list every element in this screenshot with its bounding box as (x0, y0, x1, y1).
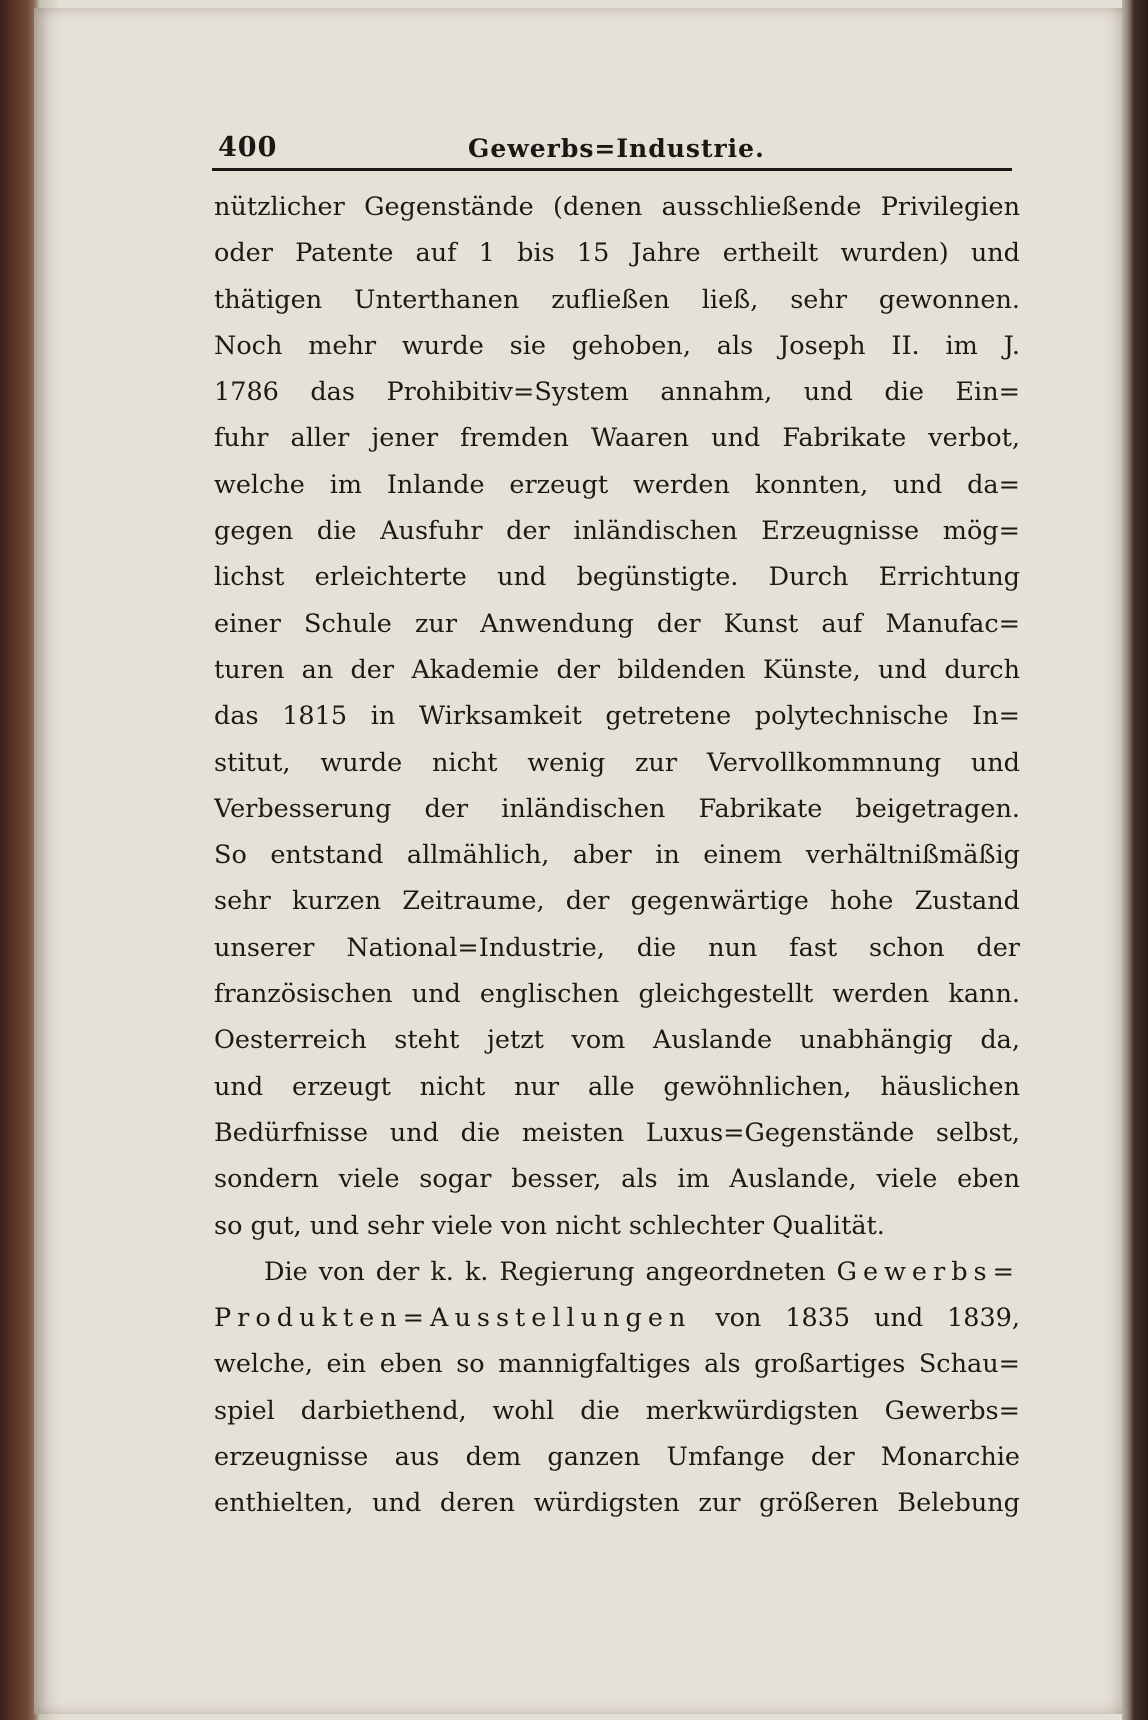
text-line: 1786 das Prohibitiv=System annahm, und die Ein= (214, 377, 1020, 408)
text-line: Verbesserung der inländischen Fabrikate beigetragen. (214, 793, 1020, 824)
text-line: oder Patente auf 1 bis 15 Jahre ertheilt wurden) und (214, 238, 1020, 269)
page-number: 400 (218, 132, 278, 163)
text-line: sondern viele sogar besser, als im Auslande, viele eben (214, 1164, 1020, 1195)
text-line: spiel darbiethend, wohl die merkwürdigsten Gewerbs= (214, 1395, 1020, 1426)
text-segment: von 1835 und 1839, (691, 1303, 1020, 1334)
text-line: fuhr aller jener fremden Waaren und Fabrikate verbot, (214, 423, 1020, 454)
text-line: unserer National=Industrie, die nun fast schon der (214, 932, 1020, 963)
text-line: so gut, und sehr viele von nicht schlechter Qualität. (214, 1210, 885, 1241)
text-line: lichst erleichterte und begünstigte. Durch Errichtung (214, 562, 1020, 593)
text-line: welche, ein eben so mannigfaltiges als großartiges Schau= (214, 1349, 1020, 1380)
text-line: welche im Inlande erzeugt werden konnten, und da= (214, 469, 1020, 500)
text-line: thätigen Unterthanen zufließen ließ, sehr gewonnen. (214, 284, 1020, 315)
text-line: Bedürfnisse und die meisten Luxus=Gegenstände selbst, (214, 1117, 1020, 1148)
text-line: turen an der Akademie der bildenden Künste, und durch (214, 654, 1020, 685)
text-line: französischen und englischen gleichgestellt werden kann. (214, 979, 1020, 1010)
text-line: und erzeugt nicht nur alle gewöhnlichen, häuslichen (214, 1071, 1020, 1102)
text-line: stitut, wurde nicht wenig zur Vervollkommnung und (214, 747, 1020, 778)
page-header (212, 132, 1012, 171)
running-title: Gewerbs=Industrie. (468, 134, 765, 163)
text-line: enthielten, und deren würdigsten zur größeren Belebung (214, 1488, 1020, 1519)
spaced-term: Gewerbs= (836, 1256, 1020, 1287)
paragraph-start-line (214, 1249, 1020, 1295)
text-line: sehr kurzen Zeitraume, der gegenwärtige hohe Zustand (214, 886, 1020, 917)
text-segment: Die von der k. k. Regierung angeordneten (264, 1256, 837, 1287)
text-line (214, 1295, 1020, 1341)
text-line: Noch mehr wurde sie gehoben, als Joseph II. im J. (214, 330, 1020, 361)
text-line: nützlicher Gegenstände (denen ausschließende Privilegien (214, 192, 1020, 222)
text-line: gegen die Ausfuhr der inländischen Erzeugnisse mög= (214, 516, 1020, 547)
spaced-term: Produkten=Ausstellungen (214, 1303, 692, 1334)
text-line: einer Schule zur Anwendung der Kunst auf Manufac= (214, 608, 1020, 639)
text-line: erzeugnisse aus dem ganzen Umfange der Monarchie (214, 1442, 1020, 1473)
text-line: Oesterreich steht jetzt vom Auslande unabhängig da, (214, 1025, 1020, 1056)
text-line: So entstand allmählich, aber in einem verhältnißmäßig (214, 840, 1020, 871)
body-text (214, 184, 1020, 1527)
book-edge (1122, 0, 1148, 1720)
text-line: das 1815 in Wirksamkeit getretene polytechnische In= (214, 701, 1020, 732)
